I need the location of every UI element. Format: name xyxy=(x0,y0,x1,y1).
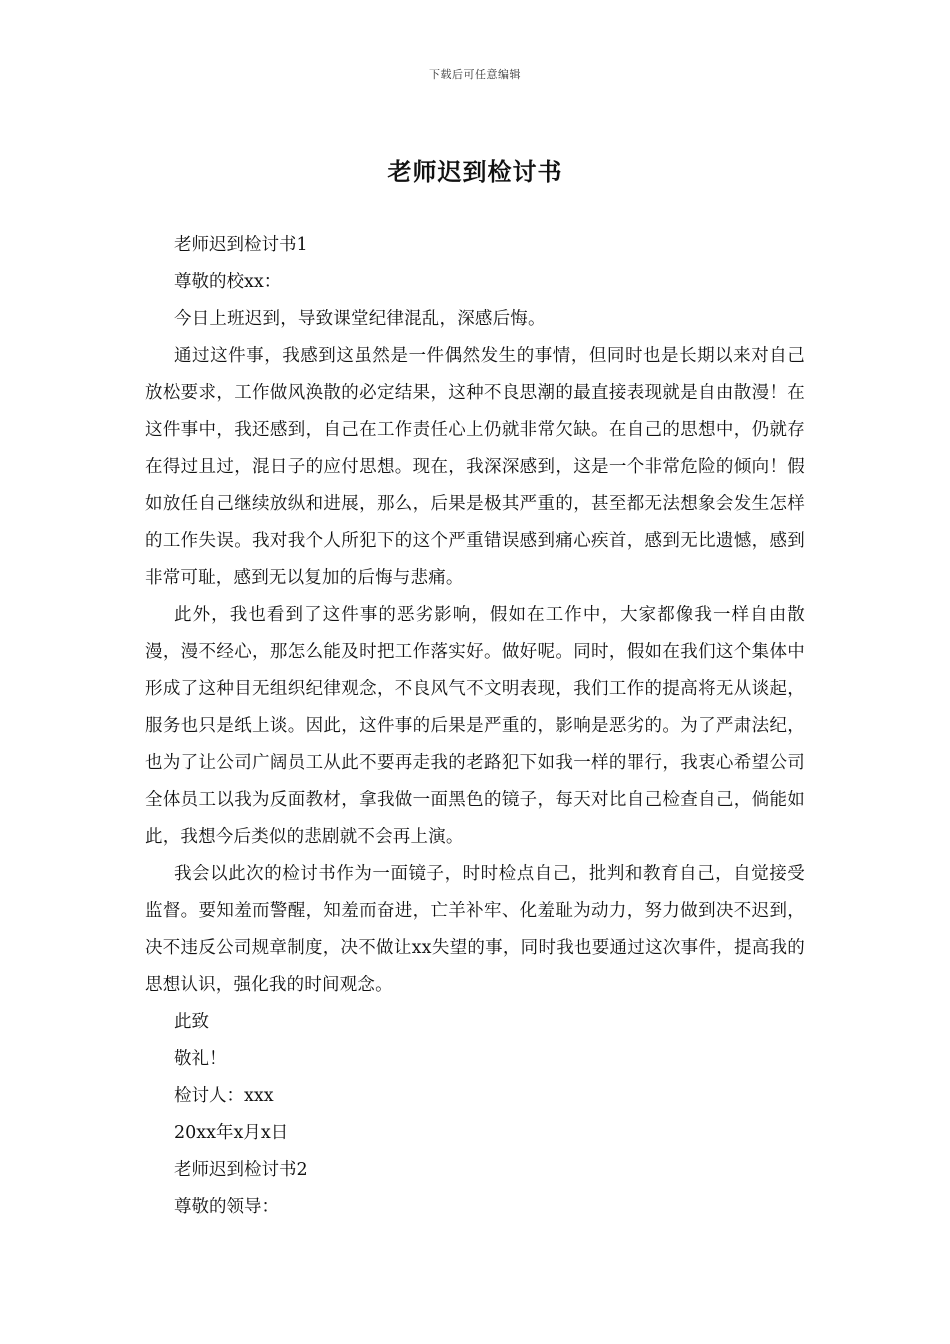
letter1-paragraph: 通过这件事，我感到这虽然是一件偶然发生的事情，但同时也是长期以来对自己放松要求，工作做风涣散的必定结果，这种不良思潮的最直接表现就是自由散漫！在这件事中，我还感到，自己在工作责任心上仍就非常欠缺。在自己的思想中，仍就存在得过且过，混日子的应付思想。现在，我深深感到，这是一个非常危险的倾向！假如放任自己继续放纵和进展，那么，后果是极其严重的，甚至都无法想象会发生怎样的工作失误。我对我个人所犯下的这个严重错误感到痛心疾首，感到无比遗憾，感到非常可耻，感到无以复加的后悔与悲痛。 xyxy=(145,346,805,588)
letter1-date: 20xx年x月x日 xyxy=(174,1123,289,1143)
letter1-paragraph: 我会以此次的检讨书作为一面镜子，时时检点自己，批判和教育自己，自觉接受监督。要知羞而警醒，知羞而奋进，亡羊补牢、化羞耻为动力，努力做到决不迟到，决不违反公司规章制度，决不做让xx失望的事，同时我也要通过这次事件，提高我的思想认识，强化我的时间观念。 xyxy=(145,864,805,995)
letter1-heading: 老师迟到检讨书1 xyxy=(174,235,308,255)
letter1-salutation: 尊敬的校xx： xyxy=(174,272,282,292)
letter1-signature: 检讨人：xxx xyxy=(174,1086,274,1106)
letter1-paragraph: 此外，我也看到了这件事的恶劣影响，假如在工作中，大家都像我一样自由散漫，漫不经心，那怎么能及时把工作落实好。做好呢。同时，假如在我们这个集体中形成了这种目无组织纪律观念，不良风气不文明表现，我们工作的提高将无从谈起，服务也只是纸上谈。因此，这件事的后果是严重的，影响是恶劣的。为了严肃法纪，也为了让公司广阔员工从此不要再走我的老路犯下如我一样的罪行，我衷心希望公司全体员工以我为反面教材，拿我做一面黑色的镜子，每天对比自己检查自己，倘能如此，我想今后类似的悲剧就不会再上演。 xyxy=(145,605,805,847)
letter1-regards: 敬礼！ xyxy=(174,1049,227,1069)
document-body xyxy=(145,227,805,1226)
letter1-closing: 此致 xyxy=(174,1012,209,1032)
letter1-paragraph: 今日上班迟到，导致课堂纪律混乱，深感后悔。 xyxy=(174,309,546,329)
letter2-heading: 老师迟到检讨书2 xyxy=(174,1160,308,1180)
letter2-salutation: 尊敬的领导： xyxy=(174,1197,279,1217)
document-title: 老师迟到检讨书 xyxy=(387,157,563,186)
header-note: 下载后可任意编辑 xyxy=(429,68,521,81)
